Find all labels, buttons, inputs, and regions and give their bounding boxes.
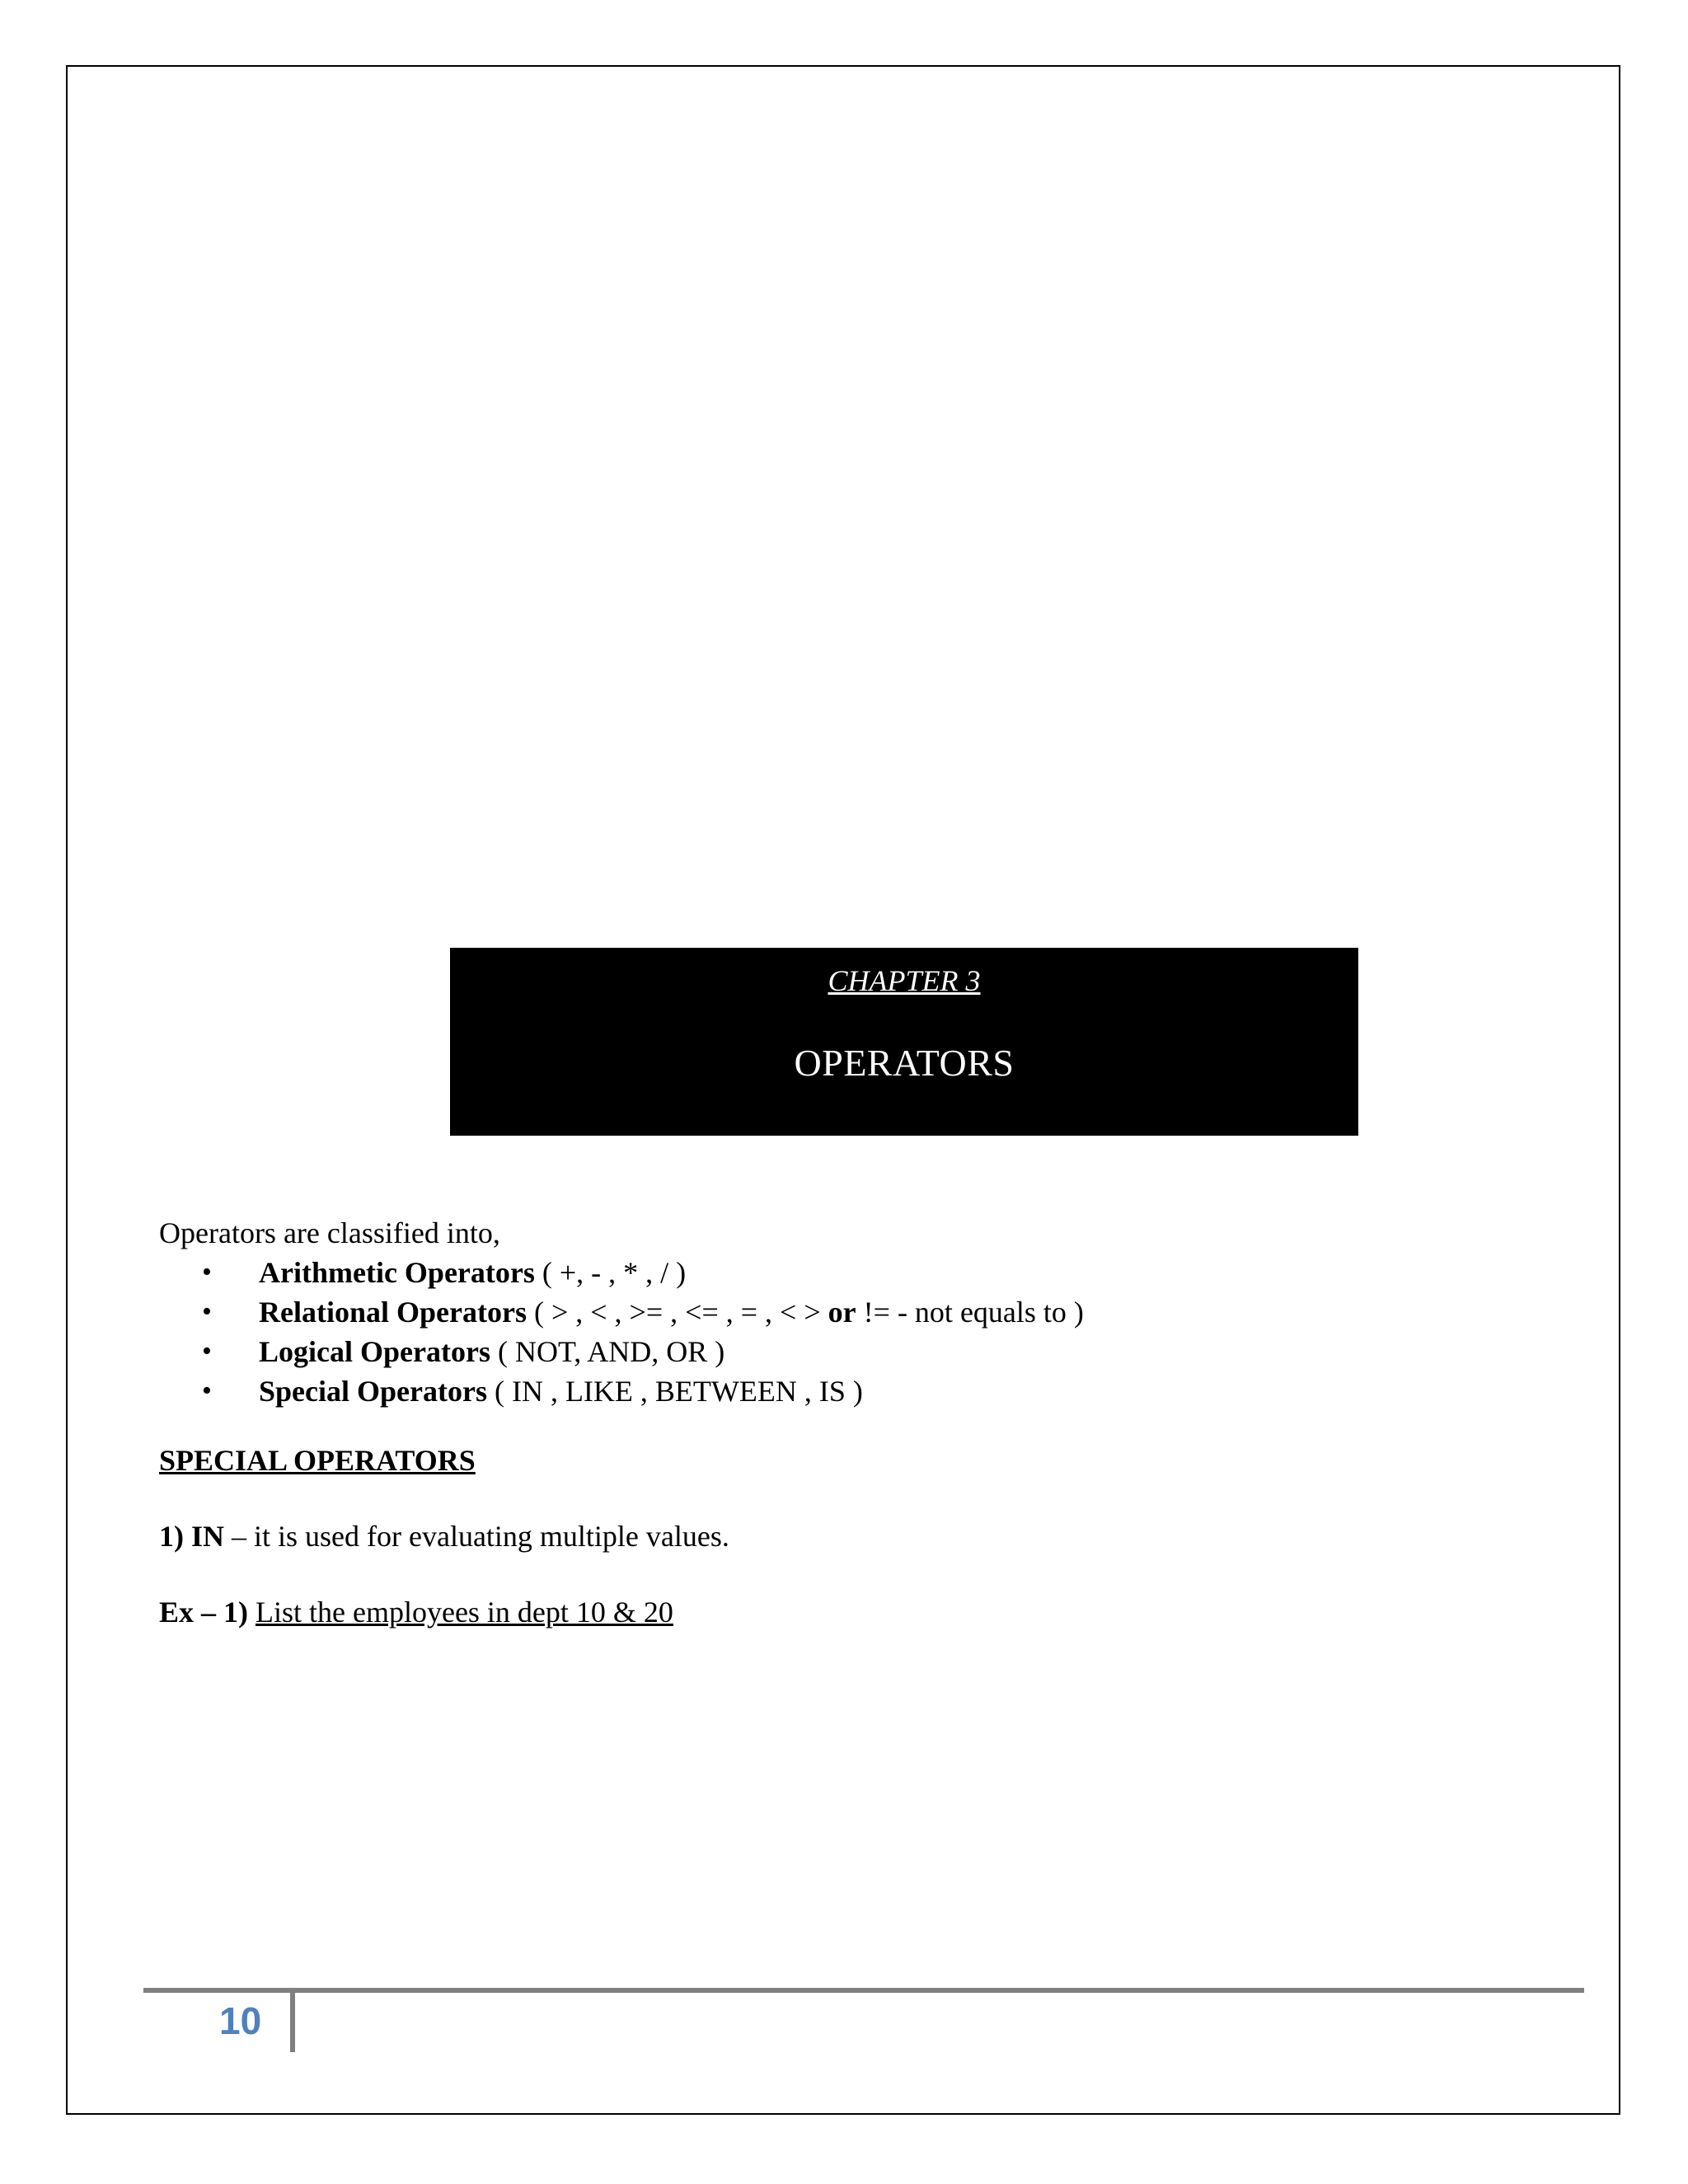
- operator-detail: ( NOT, AND, OR ): [490, 1335, 725, 1368]
- or-keyword: or: [828, 1296, 856, 1329]
- list-item-relational: [159, 1292, 1478, 1332]
- operator-name: Special Operators: [259, 1375, 487, 1408]
- bullet-icon: •: [202, 1336, 212, 1366]
- in-operator-label: 1) IN: [159, 1520, 224, 1553]
- section-heading: SPECIAL OPERATORS: [159, 1444, 476, 1477]
- operator-name: Arithmetic Operators: [259, 1256, 535, 1289]
- in-operator-description: – it is used for evaluating multiple values.: [224, 1520, 729, 1553]
- chapter-banner: [450, 948, 1358, 1136]
- footer-rule: [143, 1988, 1584, 1993]
- list-item-special: [159, 1371, 1478, 1411]
- operator-detail-post: != - not equals to ): [856, 1296, 1084, 1329]
- page-number: 10: [219, 1999, 262, 2042]
- operator-name: Logical Operators: [259, 1335, 490, 1368]
- list-item-arithmetic: [159, 1253, 1478, 1292]
- chapter-label: CHAPTER 3: [828, 964, 981, 997]
- intro-text: Operators are classified into,: [159, 1216, 500, 1249]
- bullet-icon: •: [202, 1257, 212, 1287]
- main-content: [159, 1213, 1478, 1632]
- example-paragraph: [159, 1592, 1478, 1632]
- footer-divider: [290, 1988, 295, 2052]
- bullet-icon: •: [202, 1376, 212, 1406]
- list-item-logical: [159, 1332, 1478, 1371]
- operator-detail: ( > , < , >= , <= , = , < >: [526, 1296, 828, 1329]
- operator-detail: ( IN , LIKE , BETWEEN , IS ): [486, 1375, 863, 1408]
- operator-list: [159, 1253, 1478, 1411]
- operator-name: Relational Operators: [259, 1296, 527, 1329]
- example-text: List the employees in dept 10 & 20: [256, 1596, 673, 1629]
- chapter-title: OPERATORS: [794, 1042, 1015, 1084]
- in-operator-paragraph: [159, 1516, 1478, 1556]
- operator-detail: ( +, - , * , / ): [534, 1256, 687, 1289]
- example-label: Ex – 1): [159, 1596, 248, 1629]
- bullet-icon: •: [202, 1296, 212, 1327]
